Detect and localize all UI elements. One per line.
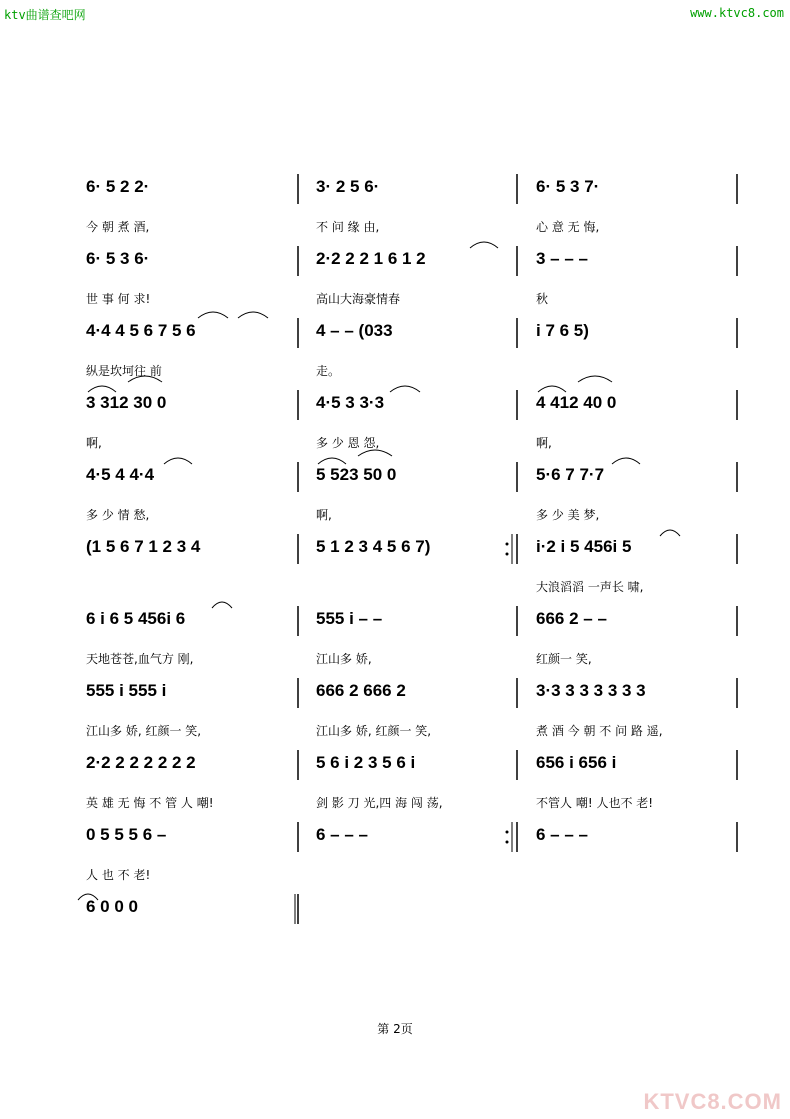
- notation-row-8-measure-1: 5 6 i 2 3 5 6 i: [316, 753, 416, 772]
- notation-row-3-measure-1: 4·5 3 3·3: [316, 393, 385, 412]
- lyric-row-6-measure-0: 天地苍苍,血气方 刚,: [86, 652, 194, 666]
- notation-row-0-measure-1: 3· 2 5 6·: [316, 177, 380, 196]
- lyric-row-3-measure-1: 多 少 恩 怨,: [316, 436, 380, 450]
- lyric-row-0-measure-2: 心 意 无 悔,: [536, 220, 600, 234]
- lyric-row-0-measure-1: 不 问 缘 由,: [316, 220, 380, 234]
- notation-row-6-measure-0: 6 i 6 5 456i 6: [86, 609, 186, 628]
- notation-row-7-measure-0: 555 i 555 i: [86, 681, 167, 700]
- lyric-row-1-measure-2: 秋: [536, 292, 549, 306]
- slur-arc: [470, 242, 498, 248]
- slur-arc: [578, 376, 612, 382]
- slur-arc: [538, 386, 566, 392]
- notation-row-7-measure-2: 3·3 3 3 3 3 3 3: [536, 681, 646, 700]
- notation-row-1-measure-0: 6· 5 3 6·: [86, 249, 150, 268]
- lyric-row-6-measure-1: 江山多 娇,: [316, 652, 372, 666]
- slur-arc: [358, 450, 392, 456]
- notation-row-3-measure-0: 3 312 30 0: [86, 393, 167, 412]
- repeat-dot: [506, 553, 509, 556]
- slur-arc: [660, 530, 680, 536]
- repeat-dot: [506, 543, 509, 546]
- lyric-row-7-measure-2: 煮 酒 今 朝 不 问 路 遥,: [536, 724, 663, 738]
- slur-arc: [212, 602, 232, 608]
- lyric-row-3-measure-2: 啊,: [536, 436, 552, 450]
- repeat-dot: [506, 841, 509, 844]
- notation-row-5-measure-2: i·2 i 5 456i 5: [536, 537, 632, 556]
- slur-arc: [318, 458, 346, 464]
- slur-arc: [238, 312, 268, 318]
- lyric-row-2-measure-0: 纵是坎坷往 前: [86, 364, 162, 378]
- site-name-header: ktv曲谱查吧网: [4, 8, 86, 22]
- notation-row-6-measure-2: 666 2 – –: [536, 609, 607, 628]
- lyric-row-3-measure-0: 啊,: [86, 436, 102, 450]
- notation-row-4-measure-1: 5 523 50 0: [316, 465, 397, 484]
- page-number: 第 2页: [377, 1022, 413, 1036]
- notation-row-0-measure-2: 6· 5 3 7·: [536, 177, 600, 196]
- notation-row-1-measure-2: 3 – – –: [536, 249, 588, 268]
- notation-row-6-measure-1: 555 i – –: [316, 609, 383, 628]
- notation-row-2-measure-1: 4 – – (033: [316, 321, 393, 340]
- notation-row-4-measure-2: 5·6 7 7·7: [536, 465, 605, 484]
- lyric-row-7-measure-0: 江山多 娇, 红颜一 笑,: [86, 724, 202, 738]
- notation-row-5-measure-1: 5 1 2 3 4 5 6 7): [316, 537, 431, 556]
- notation-row-4-measure-0: 4·5 4 4·4: [86, 465, 155, 484]
- notation-row-0-measure-0: 6· 5 2 2·: [86, 177, 150, 196]
- lyric-row-5-measure-2: 大浪滔滔 一声长 啸,: [536, 580, 644, 594]
- lyric-row-8-measure-2: 不管人 嘲! 人也不 老!: [536, 796, 654, 810]
- notation-row-3-measure-2: 4 412 40 0: [536, 393, 617, 412]
- notation-row-9-measure-2: 6 – – –: [536, 825, 588, 844]
- lyric-row-4-measure-1: 啊,: [316, 508, 332, 522]
- slur-arc: [164, 458, 192, 464]
- notation-row-9-measure-1: 6 – – –: [316, 825, 368, 844]
- lyric-row-6-measure-2: 红颜一 笑,: [536, 652, 592, 666]
- lyric-row-1-measure-1: 高山大海豪情春: [316, 292, 401, 306]
- notation-row-10-measure-0: 6 0 0 0: [86, 897, 138, 916]
- notation-row-5-measure-0: (1 5 6 7 1 2 3 4: [86, 537, 201, 556]
- lyric-row-0-measure-0: 今 朝 煮 酒,: [86, 220, 150, 234]
- slur-arc: [390, 386, 420, 392]
- lyric-row-8-measure-1: 剑 影 刀 光,四 海 闯 荡,: [316, 796, 443, 810]
- lyric-row-9-measure-0: 人 也 不 老!: [86, 868, 151, 882]
- lyric-row-4-measure-0: 多 少 情 愁,: [86, 508, 150, 522]
- notation-row-2-measure-0: 4·4 4 5 6 7 5 6: [86, 321, 196, 340]
- notation-row-1-measure-1: 2·2 2 2 1 6 1 2: [316, 249, 426, 268]
- site-url-header[interactable]: www.ktvc8.com: [690, 6, 784, 20]
- repeat-dot: [506, 831, 509, 834]
- lyric-row-2-measure-1: 走。: [316, 364, 341, 378]
- slur-arc: [198, 312, 228, 318]
- notation-row-2-measure-2: i 7 6 5): [536, 321, 589, 340]
- slur-arc: [612, 458, 640, 464]
- notation-row-9-measure-0: 0 5 5 5 6 –: [86, 825, 167, 844]
- notation-row-8-measure-0: 2·2 2 2 2 2 2 2: [86, 753, 196, 772]
- notation-row-8-measure-2: 656 i 656 i: [536, 753, 617, 772]
- lyric-row-4-measure-2: 多 少 美 梦,: [536, 508, 600, 522]
- notation-row-7-measure-1: 666 2 666 2: [316, 681, 406, 700]
- lyric-row-1-measure-0: 世 事 何 求!: [86, 292, 151, 306]
- site-logo-watermark: KTVC8.COM: [643, 1089, 782, 1114]
- slur-arc: [88, 386, 116, 392]
- lyric-row-7-measure-1: 江山多 娇, 红颜一 笑,: [316, 724, 432, 738]
- lyric-row-8-measure-0: 英 雄 无 悔 不 管 人 嘲!: [86, 796, 214, 810]
